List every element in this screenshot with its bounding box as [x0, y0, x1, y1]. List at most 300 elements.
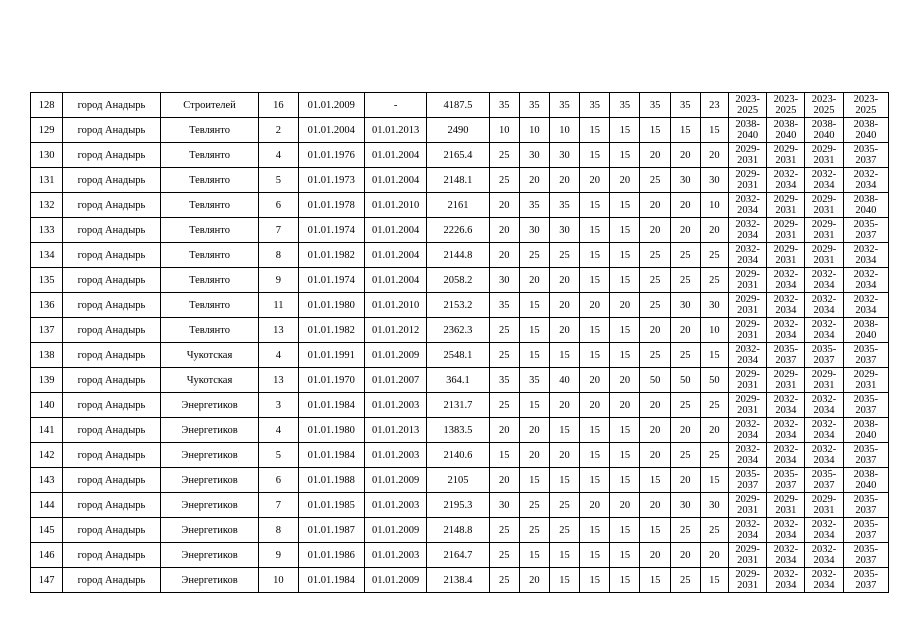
date-repair-cell: 01.01.2004: [364, 168, 426, 193]
city-cell: город Анадырь: [63, 343, 161, 368]
row-number-cell: 142: [31, 443, 63, 468]
wear-percent-cell: 20: [489, 418, 519, 443]
wear-percent-cell: 15: [489, 443, 519, 468]
wear-percent-cell: 20: [549, 168, 579, 193]
table-row: [31, 143, 889, 168]
date-built-cell: 01.01.1984: [298, 393, 364, 418]
table-row: [31, 193, 889, 218]
wear-percent-cell: 15: [580, 518, 610, 543]
wear-percent-cell: 20: [640, 218, 670, 243]
wear-percent-cell: 20: [640, 193, 670, 218]
wear-percent-cell: 20: [549, 268, 579, 293]
city-cell: город Анадырь: [63, 468, 161, 493]
repair-period-cell: 2023-2025: [805, 93, 843, 118]
street-cell: Тевлянто: [160, 118, 259, 143]
house-number-cell: 5: [259, 168, 298, 193]
house-number-cell: 16: [259, 93, 298, 118]
table-row: [31, 93, 889, 118]
repair-period-cell: 2032-2034: [728, 193, 766, 218]
repair-period-cell: 2032-2034: [767, 293, 805, 318]
row-number-cell: 130: [31, 143, 63, 168]
wear-percent-cell: 30: [670, 293, 700, 318]
wear-percent-cell: 20: [700, 418, 728, 443]
wear-percent-cell: 15: [549, 343, 579, 368]
repair-period-cell: 2029-2031: [728, 318, 766, 343]
wear-percent-cell: 15: [580, 143, 610, 168]
date-built-cell: 01.01.1988: [298, 468, 364, 493]
wear-percent-cell: 25: [700, 268, 728, 293]
repair-period-cell: 2029-2031: [728, 568, 766, 593]
wear-percent-cell: 35: [489, 368, 519, 393]
row-number-cell: 147: [31, 568, 63, 593]
wear-percent-cell: 25: [700, 393, 728, 418]
city-cell: город Анадырь: [63, 293, 161, 318]
date-repair-cell: -: [364, 93, 426, 118]
wear-percent-cell: 15: [580, 193, 610, 218]
date-built-cell: 01.01.1986: [298, 543, 364, 568]
date-repair-cell: 01.01.2009: [364, 518, 426, 543]
repair-period-cell: 2029-2031: [767, 493, 805, 518]
repair-period-cell: 2029-2031: [728, 368, 766, 393]
street-cell: Энергетиков: [160, 543, 259, 568]
wear-percent-cell: 35: [670, 93, 700, 118]
date-built-cell: 01.01.2004: [298, 118, 364, 143]
date-built-cell: 01.01.1974: [298, 268, 364, 293]
wear-percent-cell: 15: [640, 568, 670, 593]
area-cell: 2165.4: [427, 143, 489, 168]
house-number-cell: 9: [259, 268, 298, 293]
house-number-cell: 6: [259, 193, 298, 218]
wear-percent-cell: 20: [549, 293, 579, 318]
row-number-cell: 141: [31, 418, 63, 443]
wear-percent-cell: 15: [580, 243, 610, 268]
date-built-cell: 01.01.1978: [298, 193, 364, 218]
wear-percent-cell: 25: [670, 568, 700, 593]
wear-percent-cell: 30: [670, 493, 700, 518]
row-number-cell: 139: [31, 368, 63, 393]
wear-percent-cell: 20: [700, 143, 728, 168]
wear-percent-cell: 25: [640, 343, 670, 368]
row-number-cell: 138: [31, 343, 63, 368]
house-number-cell: 9: [259, 543, 298, 568]
repair-period-cell: 2035-2037: [843, 493, 888, 518]
date-repair-cell: 01.01.2013: [364, 418, 426, 443]
row-number-cell: 143: [31, 468, 63, 493]
wear-percent-cell: 35: [519, 193, 549, 218]
date-repair-cell: 01.01.2003: [364, 493, 426, 518]
wear-percent-cell: 25: [489, 318, 519, 343]
wear-percent-cell: 15: [610, 318, 640, 343]
wear-percent-cell: 20: [519, 443, 549, 468]
street-cell: Энергетиков: [160, 468, 259, 493]
wear-percent-cell: 15: [549, 418, 579, 443]
wear-percent-cell: 25: [700, 243, 728, 268]
repair-period-cell: 2032-2034: [843, 293, 888, 318]
house-number-cell: 4: [259, 418, 298, 443]
wear-percent-cell: 15: [610, 118, 640, 143]
city-cell: город Анадырь: [63, 493, 161, 518]
wear-percent-cell: 20: [519, 568, 549, 593]
wear-percent-cell: 15: [610, 268, 640, 293]
repair-period-cell: 2029-2031: [728, 293, 766, 318]
street-cell: Тевлянто: [160, 268, 259, 293]
wear-percent-cell: 15: [519, 468, 549, 493]
wear-percent-cell: 15: [610, 568, 640, 593]
date-built-cell: 01.01.2009: [298, 93, 364, 118]
wear-percent-cell: 25: [670, 268, 700, 293]
wear-percent-cell: 15: [610, 468, 640, 493]
house-number-cell: 10: [259, 568, 298, 593]
wear-percent-cell: 35: [489, 93, 519, 118]
date-built-cell: 01.01.1970: [298, 368, 364, 393]
wear-percent-cell: 20: [670, 143, 700, 168]
wear-percent-cell: 20: [670, 418, 700, 443]
area-cell: 2148.1: [427, 168, 489, 193]
wear-percent-cell: 15: [519, 343, 549, 368]
wear-percent-cell: 15: [580, 268, 610, 293]
repair-period-cell: 2032-2034: [843, 168, 888, 193]
date-repair-cell: 01.01.2003: [364, 543, 426, 568]
repair-period-cell: 2032-2034: [767, 418, 805, 443]
house-number-cell: 4: [259, 343, 298, 368]
date-built-cell: 01.01.1973: [298, 168, 364, 193]
wear-percent-cell: 20: [610, 368, 640, 393]
wear-percent-cell: 15: [519, 318, 549, 343]
area-cell: 364.1: [427, 368, 489, 393]
repair-period-cell: 2029-2031: [767, 143, 805, 168]
wear-percent-cell: 30: [549, 218, 579, 243]
wear-percent-cell: 20: [610, 168, 640, 193]
wear-percent-cell: 15: [549, 543, 579, 568]
area-cell: 2153.2: [427, 293, 489, 318]
repair-period-cell: 2035-2037: [805, 468, 843, 493]
wear-percent-cell: 15: [610, 418, 640, 443]
repair-period-cell: 2035-2037: [805, 343, 843, 368]
date-repair-cell: 01.01.2009: [364, 343, 426, 368]
house-number-cell: 13: [259, 318, 298, 343]
repair-period-cell: 2035-2037: [728, 468, 766, 493]
wear-percent-cell: 30: [519, 218, 549, 243]
wear-percent-cell: 15: [610, 443, 640, 468]
wear-percent-cell: 15: [519, 393, 549, 418]
street-cell: Тевлянто: [160, 243, 259, 268]
wear-percent-cell: 20: [640, 543, 670, 568]
wear-percent-cell: 10: [549, 118, 579, 143]
city-cell: город Анадырь: [63, 443, 161, 468]
date-built-cell: 01.01.1987: [298, 518, 364, 543]
street-cell: Тевлянто: [160, 218, 259, 243]
repair-period-cell: 2038-2040: [728, 118, 766, 143]
repair-period-cell: 2032-2034: [805, 318, 843, 343]
row-number-cell: 132: [31, 193, 63, 218]
wear-percent-cell: 20: [670, 318, 700, 343]
wear-percent-cell: 15: [700, 568, 728, 593]
date-repair-cell: 01.01.2009: [364, 468, 426, 493]
wear-percent-cell: 25: [640, 168, 670, 193]
wear-percent-cell: 25: [489, 518, 519, 543]
wear-percent-cell: 25: [640, 243, 670, 268]
house-number-cell: 3: [259, 393, 298, 418]
row-number-cell: 145: [31, 518, 63, 543]
city-cell: город Анадырь: [63, 318, 161, 343]
wear-percent-cell: 30: [700, 168, 728, 193]
wear-percent-cell: 30: [700, 293, 728, 318]
table-row: [31, 543, 889, 568]
row-number-cell: 137: [31, 318, 63, 343]
wear-percent-cell: 30: [489, 493, 519, 518]
repair-period-cell: 2032-2034: [767, 443, 805, 468]
repair-period-cell: 2032-2034: [728, 218, 766, 243]
wear-percent-cell: 15: [610, 543, 640, 568]
repair-period-cell: 2032-2034: [728, 518, 766, 543]
repair-period-cell: 2035-2037: [767, 468, 805, 493]
date-built-cell: 01.01.1984: [298, 568, 364, 593]
wear-percent-cell: 15: [700, 468, 728, 493]
wear-percent-cell: 20: [670, 543, 700, 568]
wear-percent-cell: 15: [549, 568, 579, 593]
wear-percent-cell: 35: [549, 193, 579, 218]
wear-percent-cell: 20: [610, 393, 640, 418]
house-number-cell: 8: [259, 518, 298, 543]
wear-percent-cell: 25: [549, 518, 579, 543]
wear-percent-cell: 20: [640, 418, 670, 443]
area-cell: 4187.5: [427, 93, 489, 118]
row-number-cell: 146: [31, 543, 63, 568]
wear-percent-cell: 20: [519, 168, 549, 193]
wear-percent-cell: 30: [670, 168, 700, 193]
repair-period-cell: 2032-2034: [805, 443, 843, 468]
wear-percent-cell: 25: [670, 518, 700, 543]
repair-period-cell: 2035-2037: [843, 393, 888, 418]
wear-percent-cell: 25: [670, 393, 700, 418]
repair-period-cell: 2038-2040: [843, 118, 888, 143]
house-number-cell: 13: [259, 368, 298, 393]
street-cell: Тевлянто: [160, 193, 259, 218]
city-cell: город Анадырь: [63, 543, 161, 568]
wear-percent-cell: 20: [670, 218, 700, 243]
area-cell: 2548.1: [427, 343, 489, 368]
repair-period-cell: 2035-2037: [767, 343, 805, 368]
repair-period-cell: 2023-2025: [767, 93, 805, 118]
repair-period-cell: 2032-2034: [767, 568, 805, 593]
wear-percent-cell: 25: [489, 568, 519, 593]
repair-period-cell: 2038-2040: [805, 118, 843, 143]
repair-period-cell: 2032-2034: [805, 393, 843, 418]
wear-percent-cell: 15: [580, 418, 610, 443]
date-built-cell: 01.01.1991: [298, 343, 364, 368]
wear-percent-cell: 20: [580, 168, 610, 193]
date-repair-cell: 01.01.2010: [364, 293, 426, 318]
wear-percent-cell: 20: [670, 468, 700, 493]
city-cell: город Анадырь: [63, 118, 161, 143]
city-cell: город Анадырь: [63, 193, 161, 218]
date-built-cell: 01.01.1980: [298, 418, 364, 443]
street-cell: Энергетиков: [160, 418, 259, 443]
repair-period-cell: 2032-2034: [767, 268, 805, 293]
date-built-cell: 01.01.1982: [298, 318, 364, 343]
repair-period-cell: 2032-2034: [728, 343, 766, 368]
area-cell: 2362.3: [427, 318, 489, 343]
table-row: [31, 118, 889, 143]
wear-percent-cell: 15: [700, 118, 728, 143]
wear-percent-cell: 35: [519, 368, 549, 393]
wear-percent-cell: 30: [489, 268, 519, 293]
wear-percent-cell: 20: [489, 243, 519, 268]
row-number-cell: 134: [31, 243, 63, 268]
city-cell: город Анадырь: [63, 218, 161, 243]
wear-percent-cell: 20: [610, 293, 640, 318]
wear-percent-cell: 15: [580, 568, 610, 593]
repair-period-cell: 2032-2034: [728, 443, 766, 468]
wear-percent-cell: 50: [670, 368, 700, 393]
wear-percent-cell: 20: [549, 393, 579, 418]
city-cell: город Анадырь: [63, 243, 161, 268]
city-cell: город Анадырь: [63, 93, 161, 118]
wear-percent-cell: 35: [610, 93, 640, 118]
housing-table: [30, 92, 889, 593]
street-cell: Энергетиков: [160, 568, 259, 593]
repair-period-cell: 2032-2034: [805, 293, 843, 318]
repair-period-cell: 2032-2034: [805, 168, 843, 193]
row-number-cell: 140: [31, 393, 63, 418]
wear-percent-cell: 30: [519, 143, 549, 168]
table-row: [31, 168, 889, 193]
table-row: [31, 568, 889, 593]
table-row: [31, 443, 889, 468]
date-repair-cell: 01.01.2003: [364, 443, 426, 468]
house-number-cell: 5: [259, 443, 298, 468]
repair-period-cell: 2038-2040: [843, 193, 888, 218]
date-repair-cell: 01.01.2012: [364, 318, 426, 343]
street-cell: Энергетиков: [160, 493, 259, 518]
wear-percent-cell: 25: [489, 168, 519, 193]
repair-period-cell: 2029-2031: [767, 243, 805, 268]
wear-percent-cell: 15: [610, 193, 640, 218]
house-number-cell: 2: [259, 118, 298, 143]
house-number-cell: 7: [259, 218, 298, 243]
wear-percent-cell: 15: [610, 143, 640, 168]
wear-percent-cell: 15: [640, 118, 670, 143]
wear-percent-cell: 35: [489, 293, 519, 318]
street-cell: Тевлянто: [160, 168, 259, 193]
repair-period-cell: 2029-2031: [728, 393, 766, 418]
repair-period-cell: 2029-2031: [728, 168, 766, 193]
wear-percent-cell: 15: [519, 293, 549, 318]
wear-percent-cell: 15: [610, 518, 640, 543]
wear-percent-cell: 25: [519, 518, 549, 543]
street-cell: Тевлянто: [160, 143, 259, 168]
repair-period-cell: 2032-2034: [805, 568, 843, 593]
wear-percent-cell: 15: [610, 218, 640, 243]
area-cell: 2226.6: [427, 218, 489, 243]
table-body: [31, 93, 889, 593]
area-cell: 2138.4: [427, 568, 489, 593]
wear-percent-cell: 15: [580, 543, 610, 568]
area-cell: 2195.3: [427, 493, 489, 518]
area-cell: 2164.7: [427, 543, 489, 568]
table-row: [31, 318, 889, 343]
table-row: [31, 368, 889, 393]
date-repair-cell: 01.01.2004: [364, 268, 426, 293]
street-cell: Тевлянто: [160, 293, 259, 318]
wear-percent-cell: 20: [580, 293, 610, 318]
date-repair-cell: 01.01.2004: [364, 243, 426, 268]
wear-percent-cell: 20: [640, 318, 670, 343]
wear-percent-cell: 20: [700, 543, 728, 568]
table-row: [31, 518, 889, 543]
wear-percent-cell: 10: [519, 118, 549, 143]
date-repair-cell: 01.01.2004: [364, 218, 426, 243]
date-repair-cell: 01.01.2004: [364, 143, 426, 168]
wear-percent-cell: 20: [489, 218, 519, 243]
repair-period-cell: 2023-2025: [728, 93, 766, 118]
repair-period-cell: 2035-2037: [843, 218, 888, 243]
repair-period-cell: 2029-2031: [728, 493, 766, 518]
table-row: [31, 468, 889, 493]
city-cell: город Анадырь: [63, 368, 161, 393]
repair-period-cell: 2032-2034: [843, 243, 888, 268]
repair-period-cell: 2029-2031: [805, 193, 843, 218]
table-row: [31, 218, 889, 243]
date-repair-cell: 01.01.2009: [364, 568, 426, 593]
repair-period-cell: 2035-2037: [843, 568, 888, 593]
repair-period-cell: 2029-2031: [767, 193, 805, 218]
repair-period-cell: 2032-2034: [767, 543, 805, 568]
wear-percent-cell: 50: [700, 368, 728, 393]
street-cell: Строителей: [160, 93, 259, 118]
repair-period-cell: 2032-2034: [805, 418, 843, 443]
table-row: [31, 243, 889, 268]
repair-period-cell: 2032-2034: [805, 543, 843, 568]
wear-percent-cell: 10: [700, 318, 728, 343]
house-number-cell: 8: [259, 243, 298, 268]
wear-percent-cell: 15: [580, 468, 610, 493]
repair-period-cell: 2023-2025: [843, 93, 888, 118]
repair-period-cell: 2032-2034: [767, 393, 805, 418]
repair-period-cell: 2035-2037: [843, 343, 888, 368]
wear-percent-cell: 25: [549, 493, 579, 518]
street-cell: Тевлянто: [160, 318, 259, 343]
street-cell: Энергетиков: [160, 393, 259, 418]
table-row: [31, 343, 889, 368]
wear-percent-cell: 25: [489, 143, 519, 168]
wear-percent-cell: 20: [700, 218, 728, 243]
repair-period-cell: 2029-2031: [805, 243, 843, 268]
date-built-cell: 01.01.1974: [298, 218, 364, 243]
repair-period-cell: 2029-2031: [843, 368, 888, 393]
wear-percent-cell: 35: [580, 93, 610, 118]
date-repair-cell: 01.01.2007: [364, 368, 426, 393]
date-repair-cell: 01.01.2013: [364, 118, 426, 143]
wear-percent-cell: 30: [549, 143, 579, 168]
repair-period-cell: 2029-2031: [728, 268, 766, 293]
area-cell: 2058.2: [427, 268, 489, 293]
wear-percent-cell: 15: [580, 318, 610, 343]
wear-percent-cell: 20: [580, 493, 610, 518]
wear-percent-cell: 15: [670, 118, 700, 143]
repair-period-cell: 2038-2040: [843, 418, 888, 443]
repair-period-cell: 2035-2037: [843, 443, 888, 468]
table-row: [31, 493, 889, 518]
city-cell: город Анадырь: [63, 268, 161, 293]
repair-period-cell: 2032-2034: [805, 268, 843, 293]
wear-percent-cell: 20: [580, 368, 610, 393]
repair-period-cell: 2038-2040: [843, 468, 888, 493]
table-row: [31, 293, 889, 318]
repair-period-cell: 2038-2040: [843, 318, 888, 343]
wear-percent-cell: 20: [640, 493, 670, 518]
wear-percent-cell: 25: [700, 443, 728, 468]
